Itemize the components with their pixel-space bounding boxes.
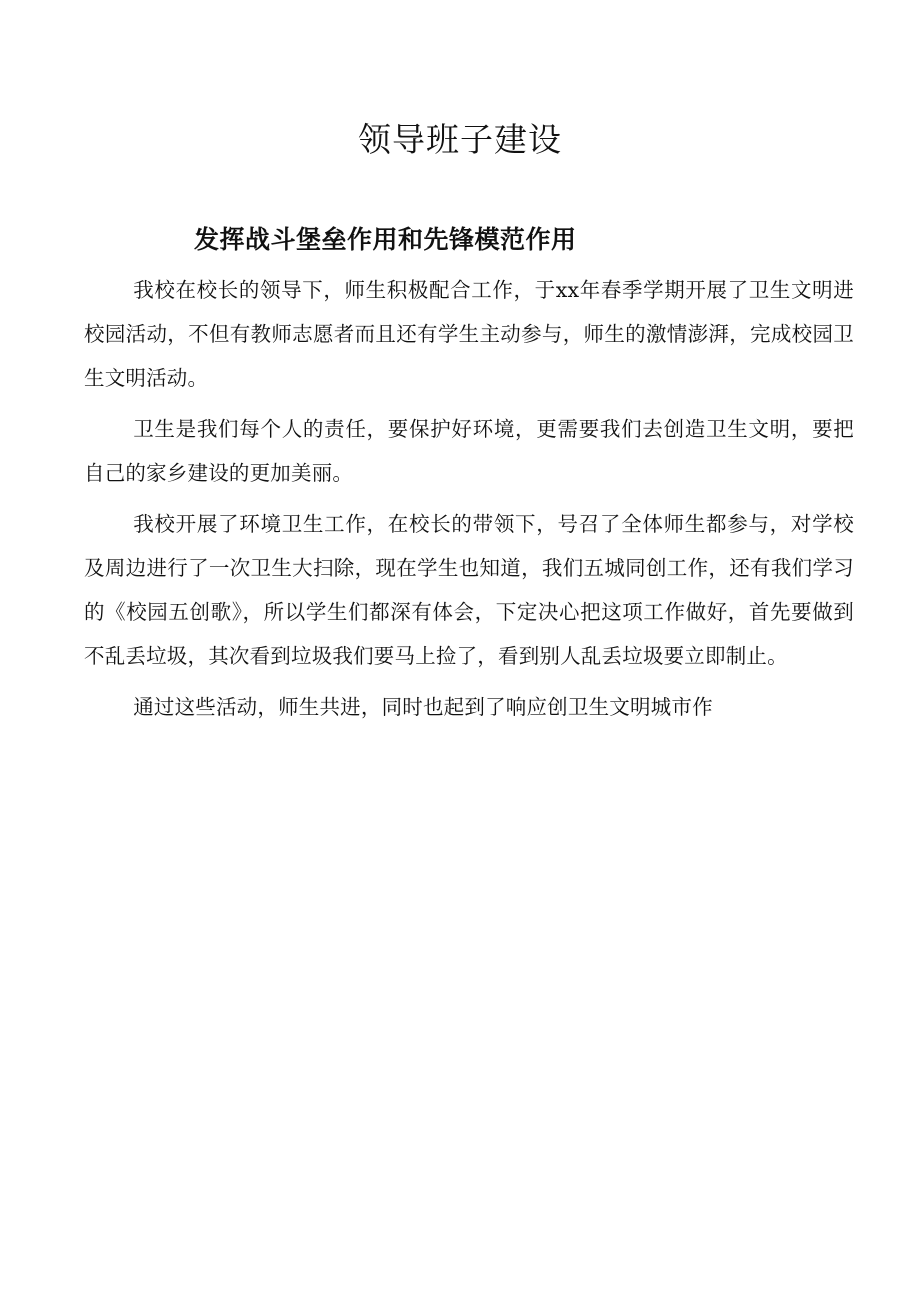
paragraph: 通过这些活动，师生共进，同时也起到了响应创卫生文明城市作	[133, 695, 713, 719]
document-title: 领导班子建设	[358, 120, 562, 159]
paragraph: 我校开展了环境卫生工作，在校长的带领下，号召了全体师生都参与，对学校及周边进行了一次卫生大扫除，现在学生也知道，我们五城同创工作，还有我们学习的《校园五创歌》，所以学生们都深有体会，下定决心把这项工作做好，首先要做到不乱丢垃圾，其次看到垃圾我们要马上捡了，看到别人乱丢垃圾要立即制止。	[84, 512, 854, 668]
document-subtitle: 发挥战斗堡垒作用和先锋模范作用	[194, 225, 577, 254]
paragraph: 我校在校长的领导下，师生积极配合工作，于xx年春季学期开展了卫生文明进校园活动，不但有教师志愿者而且还有学生主动参与，师生的激情澎湃，完成校园卫生文明活动。	[84, 278, 854, 390]
document-body	[84, 268, 854, 736]
paragraph: 卫生是我们每个人的责任，要保护好环境，更需要我们去创造卫生文明，要把自己的家乡建设的更加美丽。	[84, 417, 854, 485]
